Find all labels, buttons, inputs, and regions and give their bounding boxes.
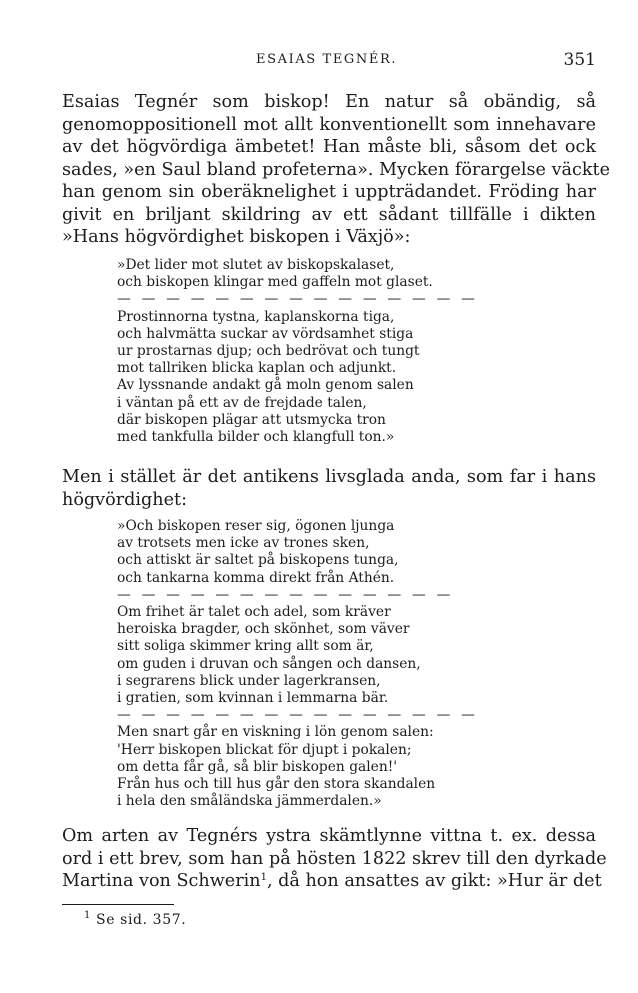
verse-line: 'Herr biskopen blickat för djupt i pokalen; <box>117 741 412 758</box>
verse-line: i hela den småländska jämmerdalen.» <box>117 793 382 810</box>
footnote <box>84 912 186 928</box>
text-line: av det högvördiga ämbetet! Han måste bli, såsom det ock <box>62 137 596 157</box>
running-head: ESAIAS TEGNÉR. <box>256 52 398 67</box>
verse-line: om detta får gå, så blir biskopen galen!' <box>117 758 398 775</box>
verse-line: sitt soliga skimmer kring allt som är, <box>117 638 374 655</box>
poem-2 <box>117 518 487 810</box>
text-line: Esaias Tegnér som biskop! En natur så obändig, så <box>62 92 596 112</box>
text-line: högvördighet: <box>62 489 188 510</box>
page-header <box>0 50 638 72</box>
verse-line: »Det lider mot slutet av biskopskalaset, <box>117 257 395 273</box>
verse-line: och tankarna komma direkt från Athén. <box>117 569 395 586</box>
text-line: sades, »en Saul bland profeterna». Mycken förargelse väckte <box>62 159 610 180</box>
verse-line: heroiska bragder, och skönhet, som väver <box>117 621 410 638</box>
verse-line: Om frihet är talet och adel, som kräver <box>117 604 391 620</box>
verse-line: i väntan på ett av de frejdade talen, <box>117 394 367 411</box>
stanza-separator: — — — — — — — — — — — — — — <box>117 586 454 603</box>
verse-line: Men snart går en viskning i lön genom salen: <box>117 724 434 741</box>
verse-line: Prostinnorna tystna, kaplanskorna tiga, <box>117 308 395 325</box>
verse-line: och biskopen klingar med gaffeln mot glaset. <box>117 274 433 291</box>
verse-line: Från hus och till hus går den stora skandalen <box>117 776 436 793</box>
verse-line: Av lyssnande andakt gå moln genom salen <box>117 377 414 394</box>
text-line <box>62 870 602 893</box>
footnote-text: Se sid. 357. <box>96 912 187 928</box>
verse-line: med tankfulla bilder och klangfull ton.» <box>117 429 395 446</box>
poem-1 <box>117 257 487 446</box>
verse-line: där biskopen plägar att utsmycka tron <box>117 411 386 428</box>
verse-line: av trotsets men icke av trones sken, <box>117 535 370 552</box>
page-number: 351 <box>563 50 596 70</box>
stanza-separator: — — — — — — — — — — — — — — — <box>117 291 479 308</box>
footnote-mark: 1 <box>84 910 91 921</box>
verse-line: ur prostarnas djup; och bedrövat och tungt <box>117 343 420 359</box>
verse-line: och attiskt är saltet på biskopens tunga, <box>117 552 399 569</box>
footnote-divider <box>62 904 174 905</box>
paragraph-2 <box>62 466 596 511</box>
verse-line: »Och biskopen reser sig, ögonen ljunga <box>117 518 395 534</box>
footnote-reference[interactable]: 1 <box>260 872 267 883</box>
text-fragment: , då hon ansattes av gikt: »Hur är det <box>266 871 602 891</box>
text-line: givit en briljant skildring av ett sådant tillfälle i dikten <box>62 204 596 225</box>
text-line: han genom sin oberäknelighet i uppträdandet. Fröding har <box>62 182 596 202</box>
text-line: genomoppositionell mot allt konventionellt som innehavare <box>62 114 596 135</box>
text-line: ord i ett brev, som han på hösten 1822 skrev till den dyrkade <box>62 848 607 869</box>
paragraph-1 <box>62 91 610 249</box>
verse-line: om guden i druvan och sången och dansen, <box>117 655 421 672</box>
paragraph-3 <box>62 825 607 893</box>
verse-line: i segrarens blick under lagerkransen, <box>117 672 381 689</box>
stanza-separator: — — — — — — — — — — — — — — — <box>117 707 479 724</box>
text-line: Om arten av Tegnérs ystra skämtlynne vittna t. ex. dessa <box>62 826 596 846</box>
verse-line: i gratien, som kvinnan i lemmarna bär. <box>117 690 389 707</box>
verse-line: och halvmätta suckar av vördsamhet stiga <box>117 325 414 342</box>
verse-line: mot tallriken blicka kaplan och adjunkt. <box>117 360 397 377</box>
text-line: Men i stället är det antikens livsglada anda, som far i hans <box>62 467 596 487</box>
text-line: »Hans högvördighet biskopen i Växjö»: <box>62 227 411 247</box>
text-fragment: Martina von Schwerin <box>62 871 261 891</box>
